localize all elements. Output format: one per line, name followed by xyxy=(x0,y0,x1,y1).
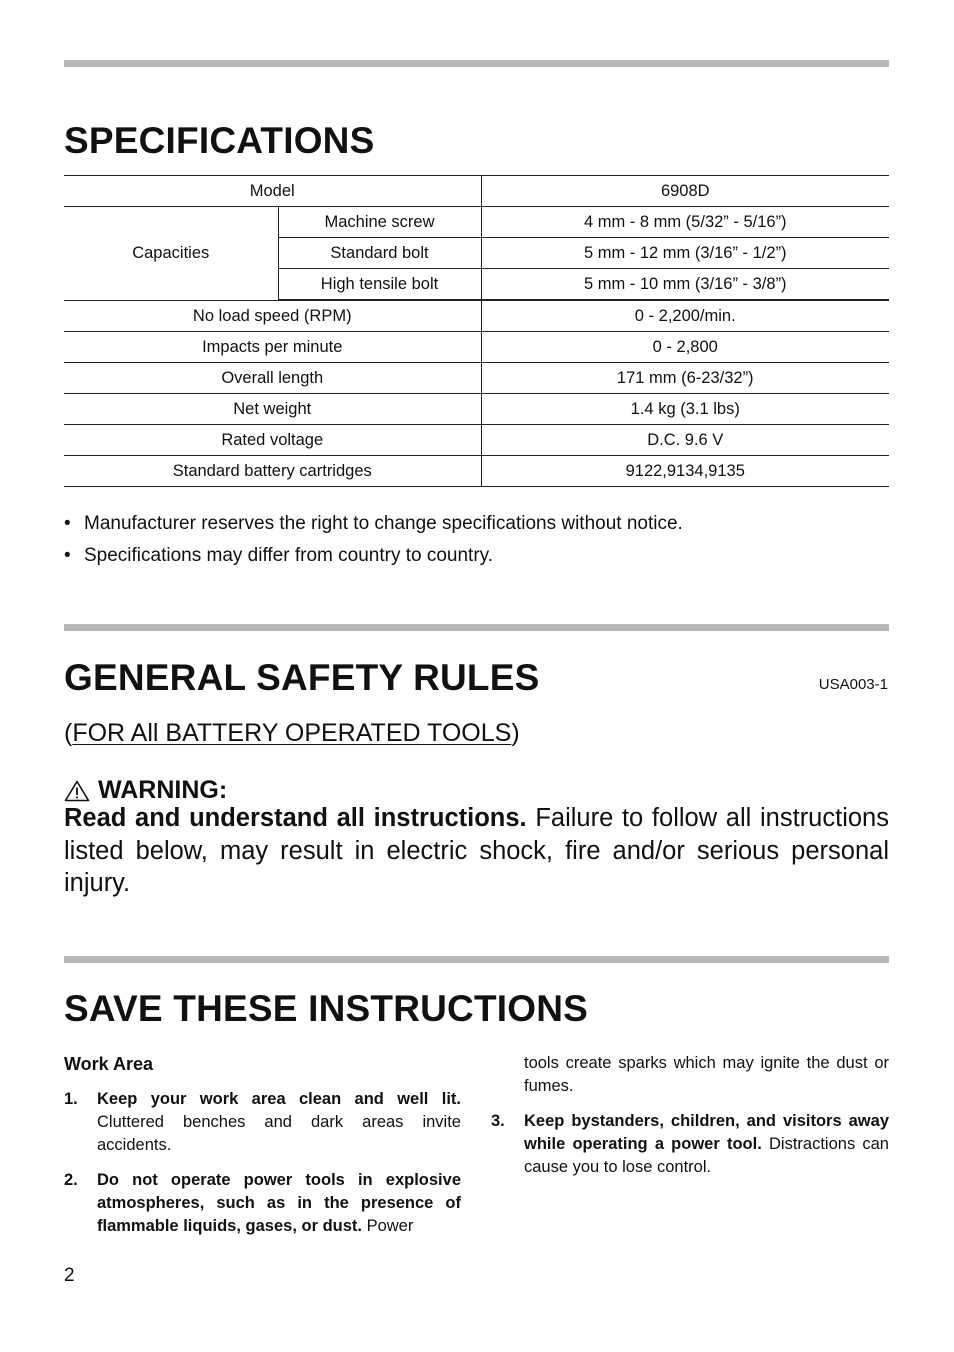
instructions-right-column xyxy=(491,1052,889,1191)
section-heading: Work Area xyxy=(64,1054,154,1074)
spec-label: Overall length xyxy=(64,363,481,394)
document-code: USA003-1 xyxy=(818,676,888,693)
capacity-value: 5 mm - 12 mm (3/16” - 1/2”) xyxy=(481,238,889,269)
instructions-left-column xyxy=(64,1052,461,1250)
capacity-label: Machine screw xyxy=(278,207,481,238)
item-text: Cluttered benches and dark areas invite accidents. xyxy=(97,1113,461,1154)
safety-divider xyxy=(64,624,889,631)
safety-title: GENERAL SAFETY RULES xyxy=(64,657,540,698)
safety-subtitle: (FOR All BATTERY OPERATED TOOLS) xyxy=(64,719,520,747)
table-row xyxy=(64,425,889,456)
table-row xyxy=(64,394,889,425)
warning-detail: Failure to follow all instructions listed below, may result in electric shock, fire and/or serious personal injury. xyxy=(64,804,889,897)
capacity-label: Standard bolt xyxy=(278,238,481,269)
table-row xyxy=(64,363,889,394)
warning-label: WARNING: xyxy=(98,776,228,804)
item-number: 2. xyxy=(64,1171,78,1189)
spec-value: 1.4 kg (3.1 lbs) xyxy=(481,394,889,425)
specifications-table xyxy=(64,175,889,487)
model-label: Model xyxy=(64,176,481,207)
spec-label: Impacts per minute xyxy=(64,332,481,363)
list-item xyxy=(64,1088,461,1157)
warning-heading xyxy=(64,776,227,805)
capacities-label: Capacities xyxy=(64,207,278,301)
model-value: 6908D xyxy=(481,176,889,207)
warning-text xyxy=(64,802,889,900)
spec-value: 0 - 2,200/min. xyxy=(481,300,889,332)
spec-notes xyxy=(64,513,683,577)
table-row xyxy=(64,332,889,363)
item-continuation: tools create sparks which may ignite the dust or fumes. xyxy=(524,1054,889,1095)
list-item xyxy=(491,1110,889,1179)
subtitle-text: FOR All BATTERY OPERATED TOOLS xyxy=(72,719,512,747)
table-row xyxy=(64,207,889,238)
capacity-value: 5 mm - 10 mm (3/16” - 3/8”) xyxy=(481,269,889,301)
item-bold: Keep your work area clean and well lit. xyxy=(97,1090,461,1108)
warning-triangle-icon xyxy=(64,780,90,802)
item-text: Distractions can cause you to lose control. xyxy=(524,1135,889,1176)
page-number: 2 xyxy=(64,1265,75,1286)
specifications-title: SPECIFICATIONS xyxy=(64,120,375,161)
list-item: • Specifications may differ from country to country. xyxy=(64,545,683,567)
spec-label: Rated voltage xyxy=(64,425,481,456)
spec-label: No load speed (RPM) xyxy=(64,300,481,332)
spec-label: Net weight xyxy=(64,394,481,425)
spec-value: 171 mm (6-23/32”) xyxy=(481,363,889,394)
table-row xyxy=(64,300,889,332)
item-bold: Keep bystanders, children, and visitors away while operating a power tool. xyxy=(524,1112,889,1153)
list-item xyxy=(64,1169,461,1238)
item-number: 3. xyxy=(491,1112,505,1130)
list-item: • Manufacturer reserves the right to change specifications without notice. xyxy=(64,513,683,535)
spec-value: 0 - 2,800 xyxy=(481,332,889,363)
item-bold: Do not operate power tools in explosive atmospheres, such as in the presence of flammable liquids, gases, or dust. xyxy=(97,1171,461,1235)
warning-bold: Read and understand all instructions. xyxy=(64,804,527,832)
top-divider xyxy=(64,60,889,67)
table-row xyxy=(64,176,889,207)
item-text: Power xyxy=(366,1217,414,1235)
instructions-divider xyxy=(64,956,889,963)
instructions-title: SAVE THESE INSTRUCTIONS xyxy=(64,988,589,1029)
spec-label: Standard battery cartridges xyxy=(64,456,481,487)
capacity-value: 4 mm - 8 mm (5/32” - 5/16”) xyxy=(481,207,889,238)
capacity-label: High tensile bolt xyxy=(278,269,481,301)
item-number: 1. xyxy=(64,1090,78,1108)
spec-value: 9122,9134,9135 xyxy=(481,456,889,487)
spec-value: D.C. 9.6 V xyxy=(481,425,889,456)
table-row xyxy=(64,456,889,487)
